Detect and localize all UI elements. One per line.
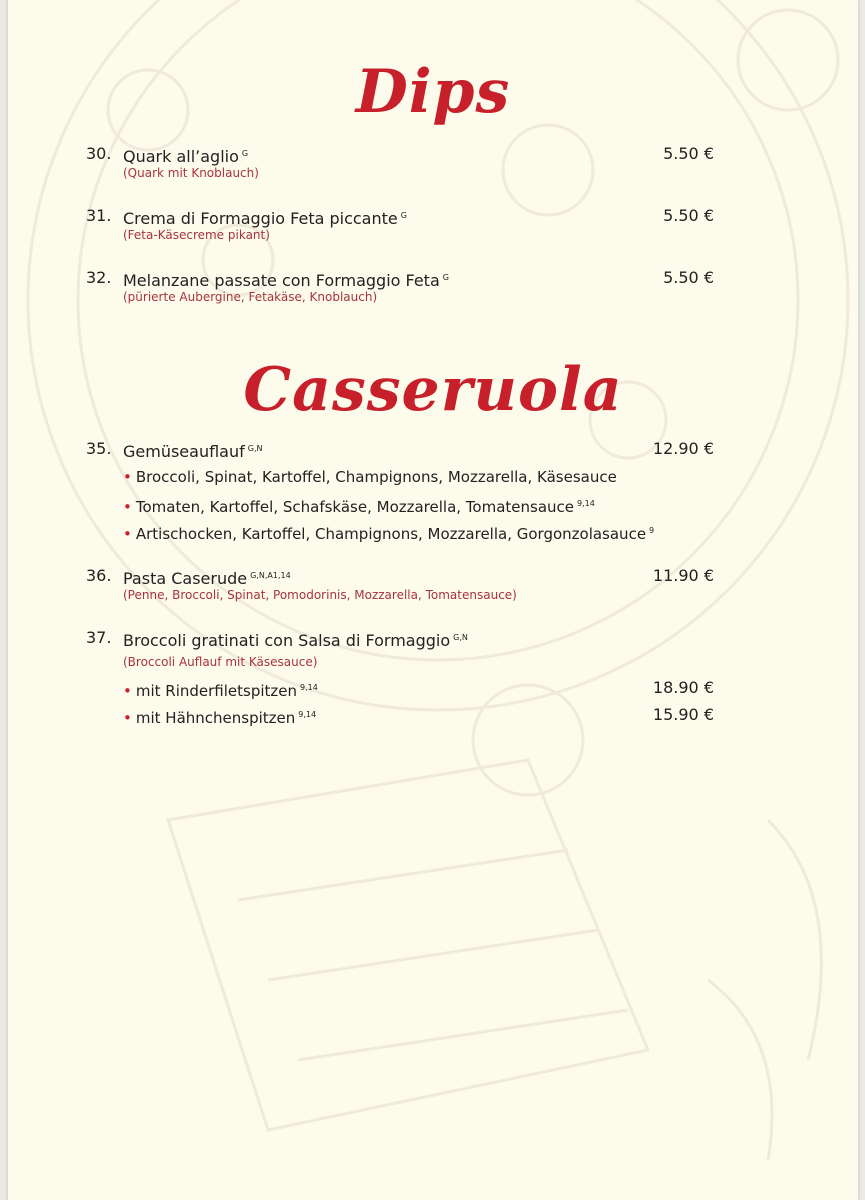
item-allergens: G	[241, 149, 249, 158]
bullet-icon: •	[123, 682, 132, 700]
section-title-casseruola: Casseruola	[243, 355, 623, 425]
item-name: Crema di Formaggio Feta piccante $^G$	[123, 209, 407, 228]
item-allergens: G	[400, 211, 407, 220]
item-name: Quark all’aglio $^G$	[123, 147, 249, 166]
item-description: (Feta-Käsecreme pikant)	[123, 228, 270, 242]
menu-item-37	[86, 626, 714, 727]
item-price: 5.50 €	[663, 144, 714, 163]
menu-item-31	[86, 204, 714, 242]
option-text: mit Rinderfiletspitzen	[135, 682, 298, 700]
option-text: mit Hähnchenspitzen	[135, 709, 296, 727]
option-text: Tomaten, Kartoffel, Schafskäse, Mozzarella, Tomatensauce	[135, 498, 575, 516]
item-name: Pasta Caserude $^{G,N,A1,14}$	[123, 569, 291, 588]
item-allergens: G,N	[247, 444, 263, 453]
item-price: 11.90 €	[652, 566, 714, 585]
item-name: Broccoli gratinati con Salsa di Formaggio $^{G,N}$	[123, 631, 468, 650]
bullet-icon: •	[123, 709, 132, 727]
item-description: (Penne, Broccoli, Spinat, Pomodorinis, Mozzarella, Tomatensauce)	[123, 588, 517, 602]
menu-item-35	[86, 437, 714, 543]
item-number: 32.	[86, 268, 112, 287]
option-text: Artischocken, Kartoffel, Champignons, Mozzarella, Gorgonzolasauce	[135, 525, 647, 543]
item-description: (pürierte Aubergine, Fetakäse, Knoblauch)	[123, 290, 378, 304]
item-price: 5.50 €	[663, 268, 714, 287]
menu-page	[8, 0, 858, 1200]
item-number: 31.	[86, 206, 112, 225]
item-number: 35.	[86, 439, 112, 458]
option-allergens: 9,14	[577, 499, 595, 508]
option-price: 15.90 €	[652, 705, 714, 724]
option-text: Broccoli, Spinat, Kartoffel, Champignons, Mozzarella, Käsesauce	[135, 468, 617, 486]
item-allergens: G	[442, 273, 449, 282]
item-description: (Quark mit Knoblauch)	[123, 166, 259, 180]
menu-item-36	[86, 564, 714, 602]
option-allergens: 9,14	[300, 683, 318, 692]
item-number: 37.	[86, 628, 112, 647]
item-option	[123, 519, 714, 543]
option-allergens: 9	[649, 526, 655, 535]
item-option	[123, 465, 714, 489]
item-allergens: G,N,A1,14	[250, 571, 291, 580]
item-option	[123, 676, 714, 700]
item-description: (Broccoli Auflauf mit Käsesauce)	[123, 655, 318, 669]
item-name: Gemüseauflauf $^{G,N}$	[123, 442, 263, 461]
menu-item-30	[86, 142, 714, 180]
menu-item-32	[86, 266, 714, 304]
section-title-dips: Dips	[355, 57, 511, 127]
item-allergens: G,N	[453, 633, 468, 642]
item-price: 5.50 €	[663, 206, 714, 225]
option-price: 18.90 €	[652, 678, 714, 697]
option-allergens: 9,14	[298, 710, 317, 719]
bullet-icon: •	[123, 498, 132, 516]
item-price: 12.90 €	[652, 439, 714, 458]
bullet-icon: •	[123, 525, 132, 543]
item-option	[123, 703, 714, 727]
bullet-icon: •	[123, 468, 132, 486]
item-name: Melanzane passate con Formaggio Feta $^G$	[123, 271, 449, 290]
item-option	[123, 492, 714, 516]
item-number: 30.	[86, 144, 112, 163]
item-number: 36.	[86, 566, 112, 585]
